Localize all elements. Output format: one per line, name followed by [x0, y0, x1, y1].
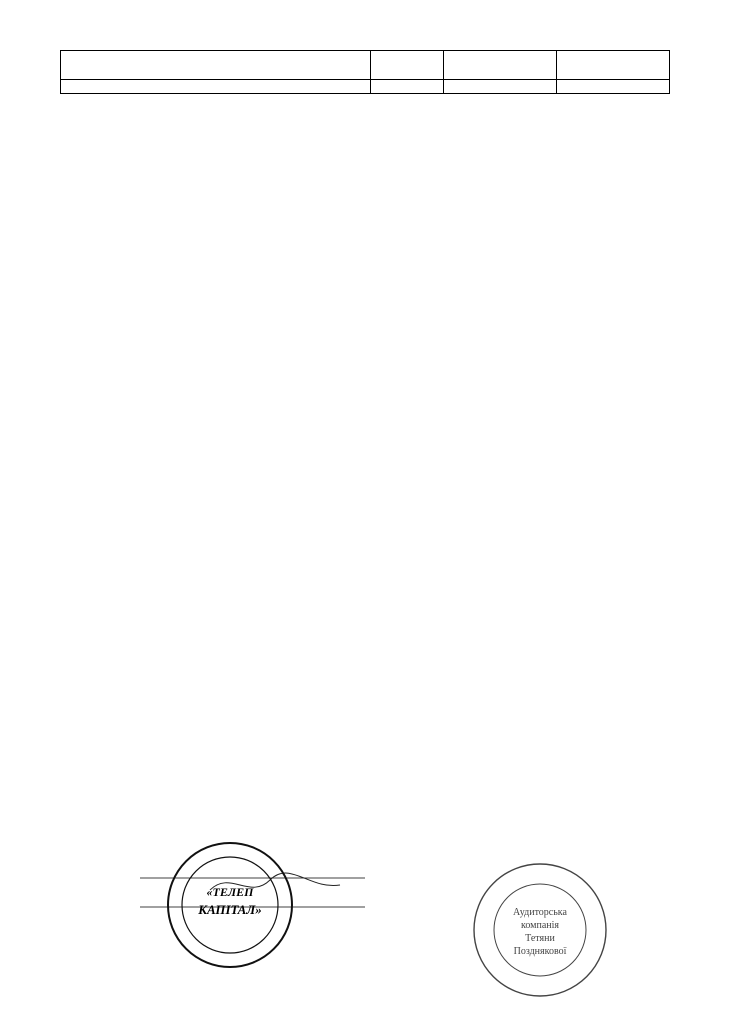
auditor-stamp	[470, 860, 610, 1000]
svg-text:компанія: компанія	[520, 920, 560, 931]
header-num-3	[444, 80, 557, 94]
balance-sheet	[60, 50, 669, 94]
svg-text:«ТЕЛЕП: «ТЕЛЕП	[206, 885, 254, 899]
header-num-4	[557, 80, 670, 94]
header-begin	[444, 51, 557, 80]
header-end	[557, 51, 670, 80]
svg-text:Позднякової: Позднякової	[513, 946, 567, 957]
balance-table	[60, 50, 670, 94]
liabilities-header	[61, 51, 670, 94]
header-title	[61, 51, 371, 80]
company-stamp	[165, 840, 295, 970]
svg-text:Аудиторська: Аудиторська	[513, 907, 567, 918]
svg-text:Тетяни: Тетяни	[525, 933, 555, 944]
header-num-1	[61, 80, 371, 94]
svg-text:КАПІТАЛ»: КАПІТАЛ»	[198, 902, 262, 917]
header-code	[371, 51, 444, 80]
header-num-2	[371, 80, 444, 94]
